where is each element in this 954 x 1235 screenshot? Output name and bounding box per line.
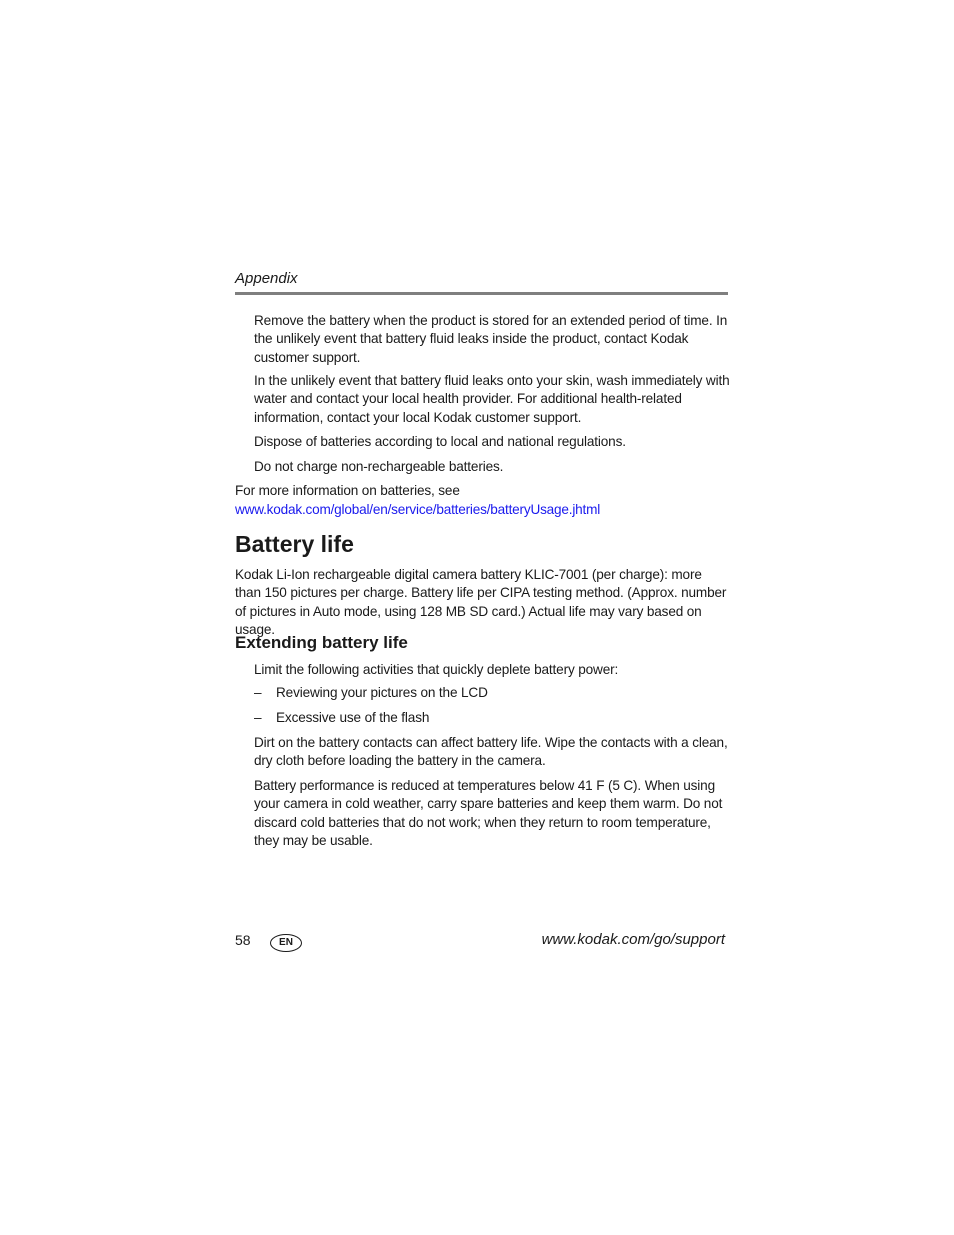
dash-glyph: – [254,710,262,725]
battery-usage-link[interactable]: www.kodak.com/global/en/service/batteries/batteryUsage.jhtml [235,502,601,517]
extending-battery-heading: Extending battery life [235,633,408,652]
dash-item-label: Excessive use of the flash [276,710,430,725]
bullet-dispose: Dispose of batteries according to local and national regulations. [254,434,626,449]
bullet-fluid-skin: In the unlikely event that battery fluid leaks onto your skin, wash immediately with water and contact your local health provider. For additional health-related information, contact your local Kodak customer support. [254,373,730,425]
dash-item-label: Reviewing your pictures on the LCD [276,685,488,700]
header-rule [235,292,728,295]
bullet-no-charge: Do not charge non-rechargeable batteries. [254,459,504,474]
bullet-remove-battery: Remove the battery when the product is stored for an extended period of time. In the unlikely event that battery fluid leaks inside the product, contact Kodak customer support. [254,313,728,365]
dash-item-lcd [254,685,488,700]
limit-activities-text: Limit the following activities that quickly deplete battery power: [254,662,619,677]
battery-life-text: Kodak Li-Ion rechargeable digital camera battery KLIC-7001 (per charge): more than 150 pictures per charge. Battery life per CIPA testing method. (Approx. number of pictures in Auto mode, using 128 MB SD card.) Actual life may vary based on usage. [235,567,727,637]
more-info-text: For more information on batteries, see [235,483,460,498]
battery-life-heading: Battery life [235,531,354,557]
dash-item-flash [254,710,429,725]
dirt-contacts-text: Dirt on the battery contacts can affect battery life. Wipe the contacts with a clean, dry cloth before loading the battery in the camera. [254,735,728,769]
page-number: 58 [235,932,251,948]
dash-glyph: – [254,685,262,700]
footer-support-url: www.kodak.com/go/support [541,931,725,948]
section-label: Appendix [235,270,298,287]
temperature-text: Battery performance is reduced at temperatures below 41 F (5 C). When using your camera in cold weather, carry spare batteries and keep them warm. Do not discard cold batteries that do not work; when they return to room temperature, they may be usable. [254,778,723,848]
language-badge: EN [270,934,302,952]
